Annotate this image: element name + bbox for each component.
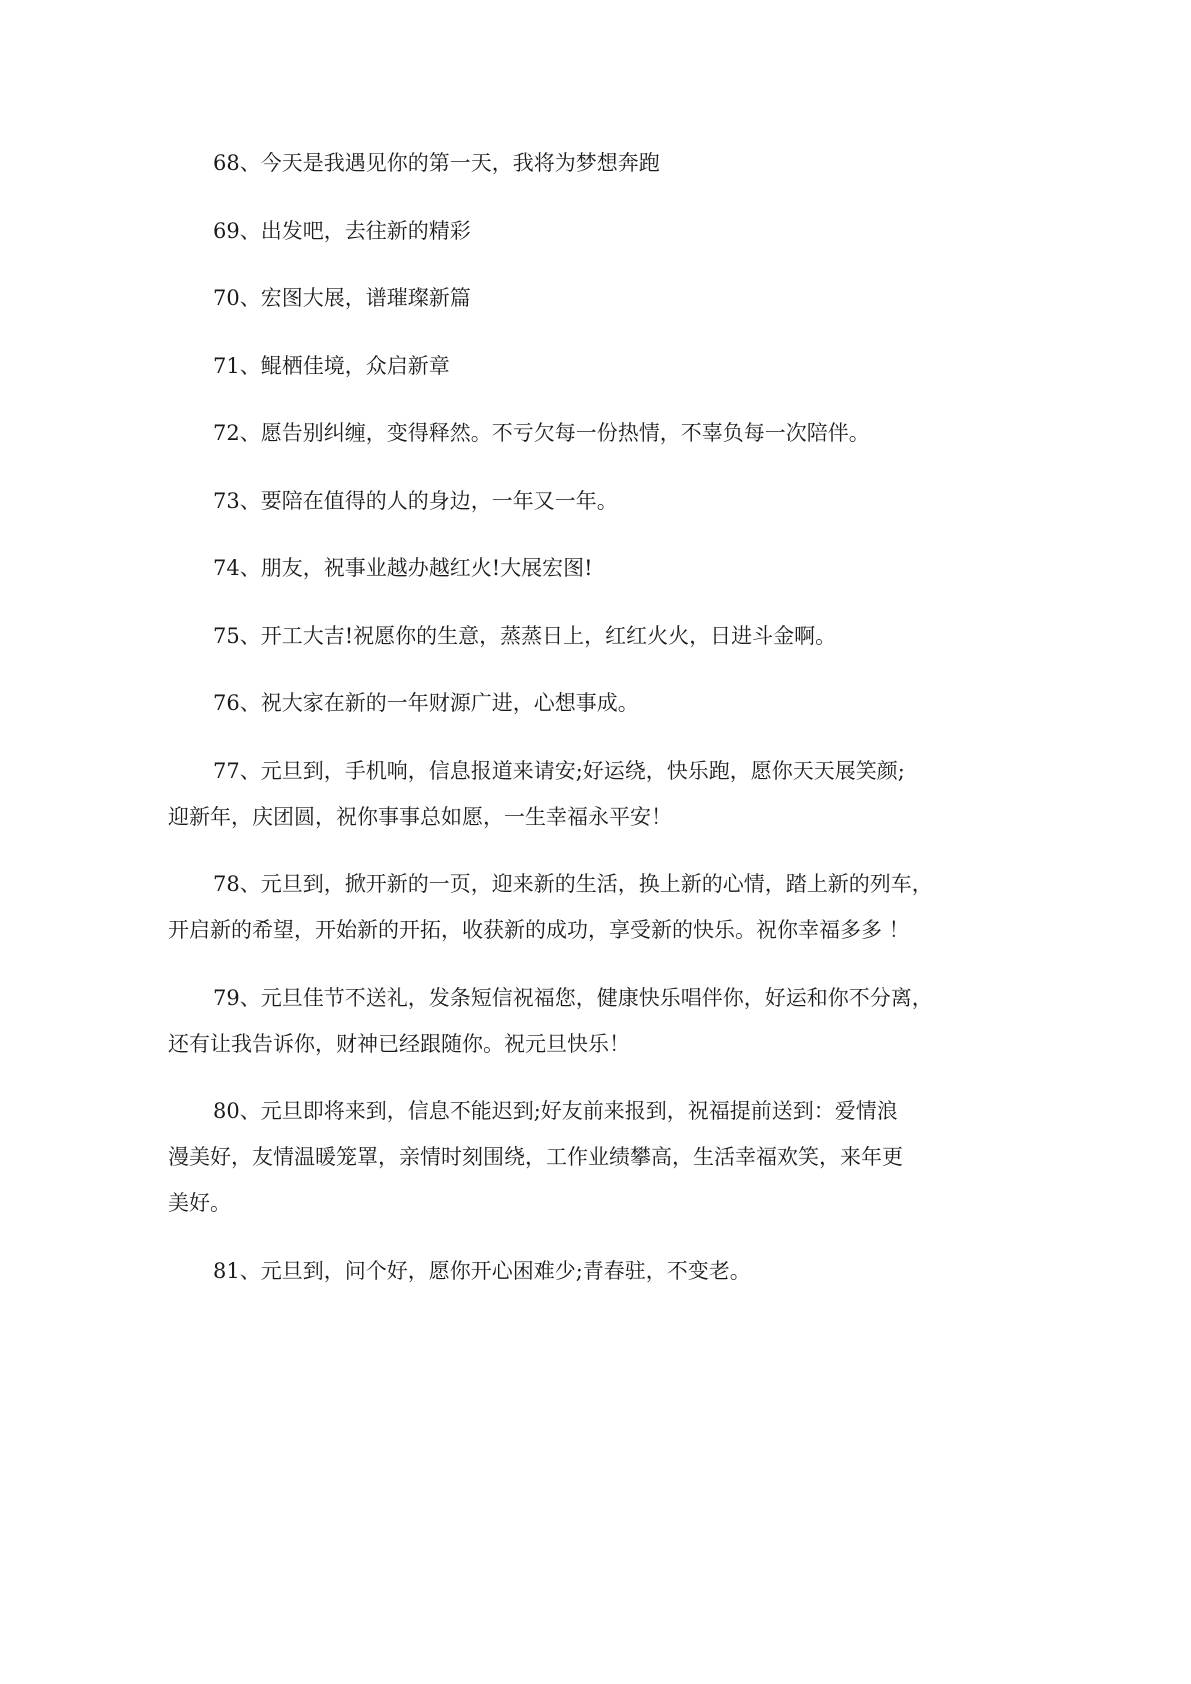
paragraph [168,275,948,321]
paragraph [168,861,948,953]
text-line: 68、今天是我遇见你的第一天，我将为梦想奔跑 [213,151,660,175]
text-line: 开启新的希望，开始新的开拓，收获新的成功，享受新的快乐。祝你幸福多多 ！ [168,918,910,942]
paragraph [168,140,948,186]
paragraph [168,975,948,1067]
text-line: 81、元旦到，问个好，愿你开心困难少;青春驻，不变老。 [213,1258,751,1283]
text-line: 69、出发吧，去往新的精彩 [213,218,471,243]
text-line: 75、开工大吉!祝愿你的生意，蒸蒸日上，红红火火，日进斗金啊。 [213,623,837,648]
text-line: 美好。 [168,1191,231,1215]
text-line: 迎新年，庆团圆，祝你事事总如愿，一生幸福永平安！ [168,804,672,829]
text-line: 73、要陪在值得的人的身边，一年又一年。 [213,488,618,513]
text-line: 71、鲲栖佳境，众启新章 [213,353,450,378]
text-line: 77、元旦到，手机响，信息报道来请安;好运绕，快乐跑，愿你天天展笑颜; [213,758,905,783]
text-line: 70、宏图大展，谱璀璨新篇 [213,286,471,310]
paragraph [168,613,948,659]
paragraph [168,680,948,726]
text-line: 76、祝大家在新的一年财源广进，心想事成。 [213,691,639,715]
text-line: 78、元旦到，掀开新的一页，迎来新的生活，换上新的心情，踏上新的列车， [213,872,933,896]
paragraph [168,1248,948,1294]
text-line: 72、愿告别纠缠，变得释然。不亏欠每一份热情，不辜负每一次陪伴。 [213,421,870,445]
paragraph [168,410,948,456]
text-line: 漫美好，友情温暖笼罩，亲情时刻围绕，工作业绩攀高，生活幸福欢笑，来年更 [168,1145,903,1169]
paragraph [168,343,948,389]
paragraph [168,478,948,524]
text-line: 还有让我告诉你，财神已经跟随你。祝元旦快乐！ [168,1031,630,1056]
text-line: 79、元旦佳节不送礼，发条短信祝福您，健康快乐唱伴你，好运和你不分离， [213,985,933,1010]
paragraph [168,208,948,254]
paragraph [168,748,948,840]
text-line: 74、朋友，祝事业越办越红火!大展宏图! [213,556,593,580]
text-line: 80、元旦即将来到，信息不能迟到;好友前来报到，祝福提前送到：爱情浪 [213,1099,898,1123]
paragraph [168,1088,948,1226]
document-page [168,140,948,1315]
paragraph [168,545,948,591]
